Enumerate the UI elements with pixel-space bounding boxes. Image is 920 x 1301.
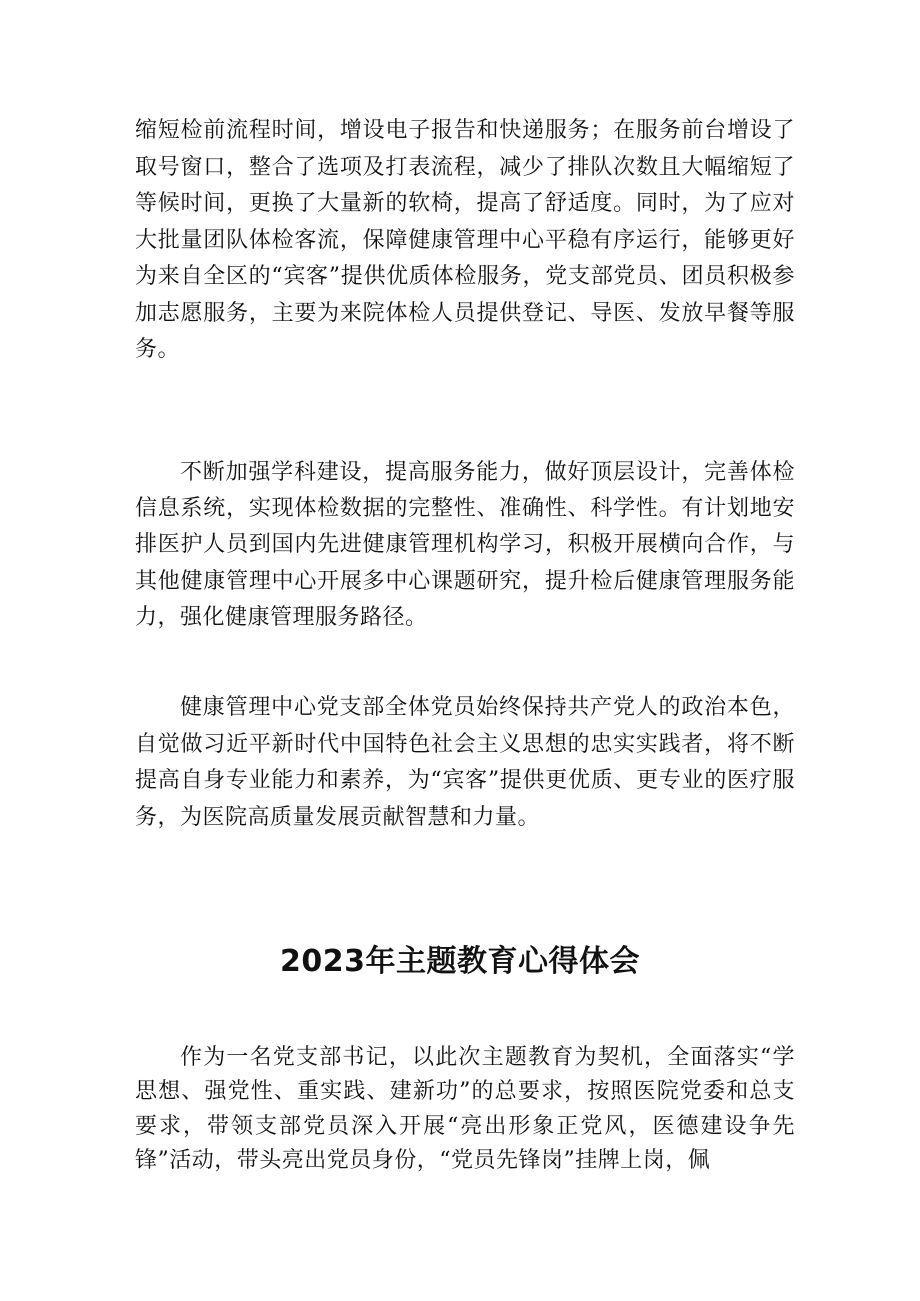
body-paragraph-1: 缩短检前流程时间，增设电子报告和快递服务；在服务前台增设了取号窗口，整合了选项及打表流程，减少了排队次数且大幅缩短了等候时间，更换了大量新的软椅，提高了舒适度。同时，为了应对大批量团队体检客流，保障健康管理中心平稳有序运行，能够更好为来自全区的“宾客”提供优质体检服务，党支部党员、团员积极参加志愿服务，主要为来院体检人员提供登记、导医、发放早餐等服务。 bbox=[135, 118, 795, 362]
body-paragraph-2: 不断加强学科建设，提高服务能力，做好顶层设计，完善体检信息系统，实现体检数据的完整性、准确性、科学性。有计划地安排医护人员到国内先进健康管理机构学习，积极开展横向合作，与其他健康管理中心开展多中心课题研究，提升检后健康管理服务能力，强化健康管理服务路径。 bbox=[135, 460, 795, 630]
body-paragraph-3: 健康管理中心党支部全体党员始终保持共产党人的政治本色，自觉做习近平新时代中国特色社会主义思想的忠实实践者，将不断提高自身专业能力和素养，为“宾客”提供更优质、更专业的医疗服务，为医院高质量发展贡献智慧和力量。 bbox=[135, 695, 795, 830]
section-title: 2023年主题教育心得体会 bbox=[280, 944, 640, 979]
body-paragraph-4: 作为一名党支部书记，以此次主题教育为契机，全面落实“学思想、强党性、重实践、建新功”的总要求，按照医院党委和总支要求，带领支部党员深入开展“亮出形象正党风，医德建设争先锋”活动，带头亮出党员身份，“党员先锋岗”挂牌上岗，佩 bbox=[135, 1045, 795, 1174]
